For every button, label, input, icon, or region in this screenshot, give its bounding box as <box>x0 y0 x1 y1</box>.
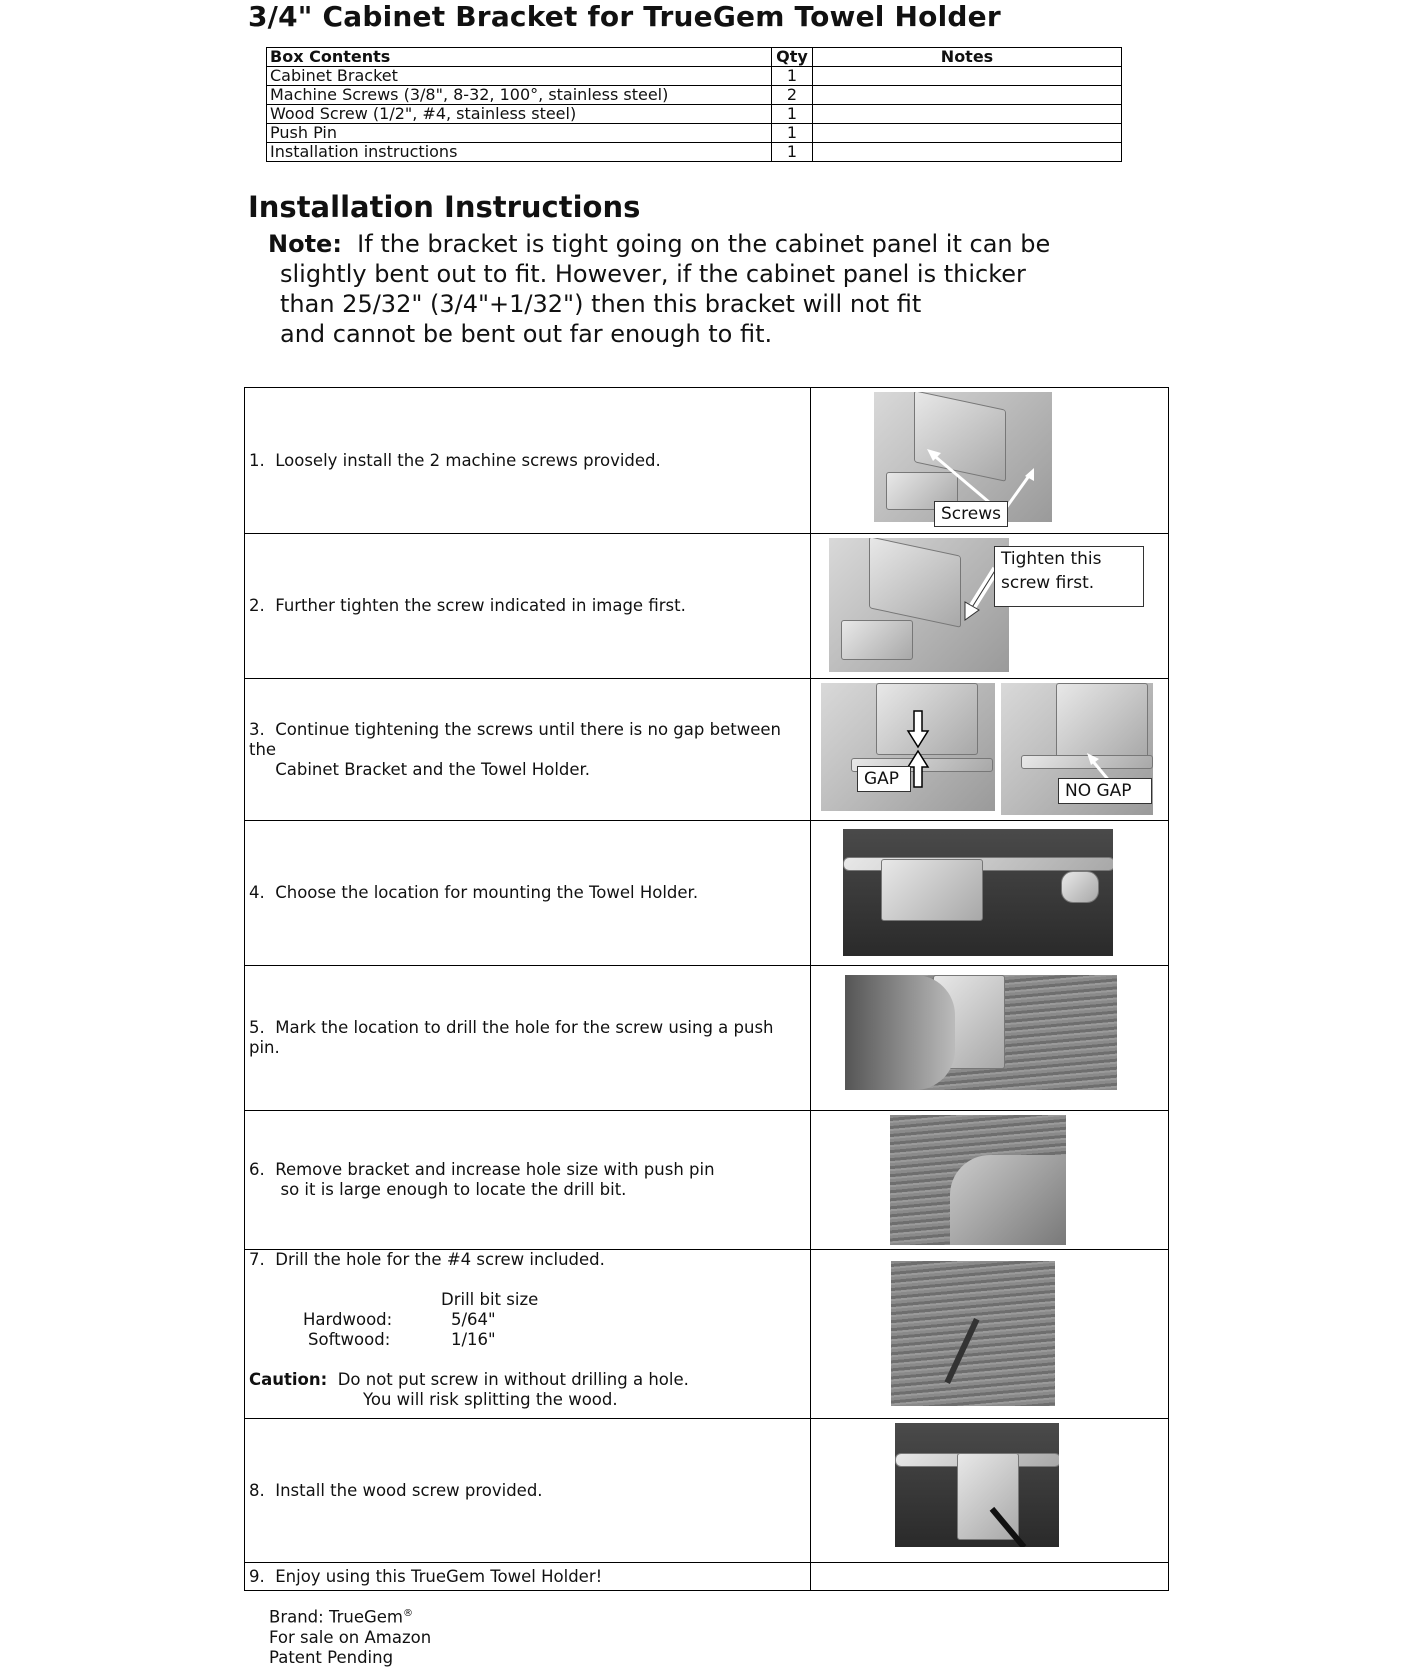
step-4-photo <box>843 829 1113 956</box>
step-row-1 <box>245 388 1168 533</box>
step-7-text <box>249 1250 806 1418</box>
softwood-label: Softwood: <box>308 1330 391 1349</box>
gap-callout: GAP <box>857 766 911 792</box>
instructions-heading: Installation Instructions <box>248 190 641 224</box>
step-text-cell <box>245 534 811 678</box>
hardwood-label: Hardwood: <box>303 1310 393 1329</box>
step-image-cell <box>811 388 1168 533</box>
step-6-text <box>249 1160 715 1200</box>
step-9-text: 9. Enjoy using this TrueGem Towel Holder! <box>249 1566 603 1586</box>
footer <box>269 1604 431 1668</box>
step-2-text: 2. Further tighten the screw indicated in image first. <box>249 596 686 615</box>
hand-shape <box>950 1155 1066 1245</box>
step-5-line-1: 5. Mark the location to drill the hole for the screw using a push <box>249 1018 774 1037</box>
step-text-cell <box>245 679 811 820</box>
caution-label: Caution: <box>249 1370 328 1389</box>
note-line-4: and cannot be bent out far enough to fit. <box>280 320 773 348</box>
step-3-line-1: 3. Continue tightening the screws until there is no gap between <box>249 719 781 739</box>
bracket-shape <box>881 859 983 921</box>
item-name: Cabinet Bracket <box>267 67 772 86</box>
step-5-text <box>249 1018 774 1058</box>
step-6-line-2: so it is large enough to locate the drill bit. <box>249 1180 627 1199</box>
item-qty: 1 <box>772 105 813 124</box>
box-contents-table <box>266 47 1122 162</box>
step-row-7 <box>245 1249 1168 1418</box>
item-notes <box>813 143 1122 162</box>
item-notes <box>813 105 1122 124</box>
step-text-cell <box>245 821 811 965</box>
step-image-cell <box>811 1111 1168 1249</box>
registered-mark: ® <box>403 1608 414 1619</box>
item-notes <box>813 124 1122 143</box>
drill-bit-shape <box>944 1318 979 1384</box>
hardwood-value: 5/64" <box>451 1310 496 1329</box>
step-8-text: 8. Install the wood screw provided. <box>249 1480 543 1500</box>
step-image-cell <box>811 1250 1168 1418</box>
table-row <box>267 124 1122 143</box>
softwood-value: 1/16" <box>451 1330 496 1349</box>
step-8-photo <box>895 1423 1059 1547</box>
bracket-shape <box>869 538 961 628</box>
step-image-cell <box>811 821 1168 965</box>
step-3-line-2: the <box>249 739 277 759</box>
table-row <box>267 67 1122 86</box>
item-qty: 1 <box>772 124 813 143</box>
knob-shape <box>1061 871 1099 903</box>
note-label: Note: <box>268 230 342 258</box>
header-notes: Notes <box>813 48 1122 67</box>
step-1-text: 1. Loosely install the 2 machine screws provided. <box>249 450 661 470</box>
step-text-cell <box>245 1563 811 1590</box>
step-row-3 <box>245 678 1168 820</box>
note-line-1 <box>268 229 1088 259</box>
step-text-cell <box>245 1250 811 1418</box>
table-row <box>267 86 1122 105</box>
step-text-cell <box>245 388 811 533</box>
step-row-4 <box>245 820 1168 965</box>
table-row <box>267 105 1122 124</box>
drill-bit-header: Drill bit size <box>441 1290 539 1309</box>
step-4-text: 4. Choose the location for mounting the Towel Holder. <box>249 883 699 902</box>
item-notes <box>813 86 1122 105</box>
note-line-3: than 25/32" (3/4"+1/32") then this bracket will not fit <box>280 290 922 318</box>
page-title: 3/4" Cabinet Bracket for TrueGem Towel Holder <box>248 0 1001 33</box>
screws-callout: Screws <box>934 501 1008 527</box>
item-qty: 1 <box>772 67 813 86</box>
step-image-cell <box>811 679 1168 820</box>
step-row-6 <box>245 1110 1168 1249</box>
step-6-line-1: 6. Remove bracket and increase hole size with push pin <box>249 1160 715 1179</box>
note-line-2: slightly bent out to fit. However, if the cabinet panel is thicker <box>280 260 1026 288</box>
step-text-cell <box>245 966 811 1110</box>
step-row-8 <box>245 1418 1168 1562</box>
step-text-cell <box>245 1419 811 1562</box>
item-name: Installation instructions <box>267 143 772 162</box>
step-row-9 <box>245 1562 1168 1590</box>
step-text-cell <box>245 1111 811 1249</box>
caution-line-2: You will risk splitting the wood. <box>363 1390 618 1409</box>
step-5-photo <box>845 975 1117 1090</box>
step-5-line-2: pin. <box>249 1038 280 1057</box>
step-row-2 <box>245 533 1168 678</box>
item-qty: 2 <box>772 86 813 105</box>
step-image-cell <box>811 966 1168 1110</box>
header-box-contents: Box Contents <box>267 48 772 67</box>
hand-shape <box>845 975 955 1090</box>
step-7-line-1: 7. Drill the hole for the #4 screw included. <box>249 1250 605 1269</box>
item-name: Wood Screw (1/2", #4, stainless steel) <box>267 105 772 124</box>
tighten-callout-line-2: screw first. <box>1001 573 1095 593</box>
holder-shape <box>841 620 913 660</box>
step-image-cell <box>811 534 1168 678</box>
step-image-cell <box>811 1563 1168 1590</box>
steps-table <box>244 387 1169 1591</box>
caution-line-1 <box>249 1370 689 1390</box>
step-image-cell <box>811 1419 1168 1562</box>
step-3-text <box>249 720 781 780</box>
table-row <box>267 143 1122 162</box>
tighten-callout <box>994 546 1144 607</box>
table-header-row <box>267 48 1122 67</box>
header-qty: Qty <box>772 48 813 67</box>
item-qty: 1 <box>772 143 813 162</box>
note-block <box>268 229 1088 349</box>
step-row-5 <box>245 965 1168 1110</box>
step-3-line-3: Cabinet Bracket and the Towel Holder. <box>249 759 591 779</box>
step-6-photo <box>890 1115 1066 1245</box>
brand-line <box>269 1604 431 1628</box>
tighten-callout-line-1: Tighten this <box>1001 549 1102 569</box>
item-name: Machine Screws (3/8", 8-32, 100°, stainless steel) <box>267 86 772 105</box>
no-gap-callout: NO GAP <box>1058 778 1152 804</box>
brand-text: Brand: TrueGem <box>269 1607 404 1627</box>
caution-text-1: Do not put screw in without drilling a hole. <box>327 1370 689 1389</box>
item-notes <box>813 67 1122 86</box>
sale-line: For sale on Amazon <box>269 1627 432 1647</box>
step-7-photo <box>891 1261 1055 1406</box>
note-text-1: If the bracket is tight going on the cabinet panel it can be <box>341 230 1051 258</box>
patent-line: Patent Pending <box>269 1647 394 1667</box>
item-name: Push Pin <box>267 124 772 143</box>
